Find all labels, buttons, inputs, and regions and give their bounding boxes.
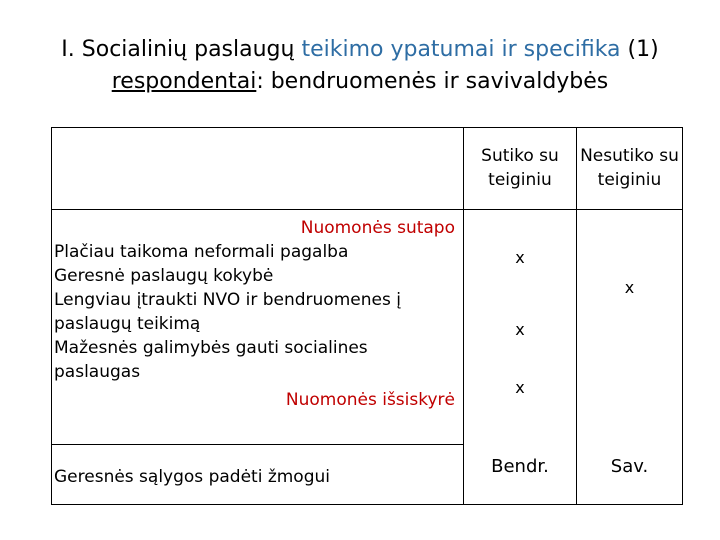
mark-row-3-agree: x: [515, 320, 525, 339]
last-row-disagree-cell: [577, 445, 683, 505]
header-disagree: Nesutiko su teiginiu: [577, 128, 683, 210]
row-label-4b: paslaugas: [54, 362, 141, 382]
header-agree: Sutiko su teiginiu: [464, 128, 577, 210]
last-row-disagree-value: Sav.: [610, 455, 649, 477]
title-rest: : bendruomenės ir savivaldybės: [256, 69, 609, 94]
agree-marks-cell: [464, 210, 577, 445]
disagree-marks-cell: [577, 210, 683, 445]
title-highlight: teikimo ypatumai ir specifika: [301, 37, 621, 62]
title-line-2: [0, 66, 720, 98]
row-label-2: Geresnė paslaugų kokybė: [54, 266, 274, 286]
section-agree-label: Nuomonės sutapo: [300, 218, 455, 238]
header-row: [52, 128, 683, 210]
title-underlined: respondentai: [111, 69, 257, 94]
agree-section-row: [52, 210, 683, 445]
mark-row-1-agree: x: [515, 248, 525, 267]
opinion-table: [51, 127, 683, 505]
header-empty-cell: [52, 128, 464, 210]
agree-section-labels: [52, 210, 464, 445]
title-suffix: (1): [620, 37, 659, 62]
slide-title: [0, 34, 720, 98]
title-line-1: [0, 34, 720, 66]
row-label-3a: Lengviau įtraukti NVO ir bendruomenes į: [54, 290, 401, 310]
last-row-agree-cell: [464, 445, 577, 505]
row-label-1: Plačiau taikoma neformali pagalba: [54, 242, 349, 262]
row-label-3b: paslaugų teikimą: [54, 314, 201, 334]
section-disagree-label: Nuomonės išsiskyrė: [285, 390, 455, 410]
row-label-5: Geresnės sąlygos padėti žmogui: [54, 467, 330, 487]
last-row-agree-value: Bendr.: [491, 455, 549, 477]
last-row-label-cell: [52, 445, 464, 505]
last-row: [52, 445, 683, 505]
row-label-4a: Mažesnės galimybės gauti socialines: [54, 338, 368, 358]
mark-row-4-agree: x: [515, 378, 525, 397]
title-prefix: I. Socialinių paslaugų: [61, 37, 302, 62]
mark-row-2-disagree: x: [624, 278, 635, 297]
